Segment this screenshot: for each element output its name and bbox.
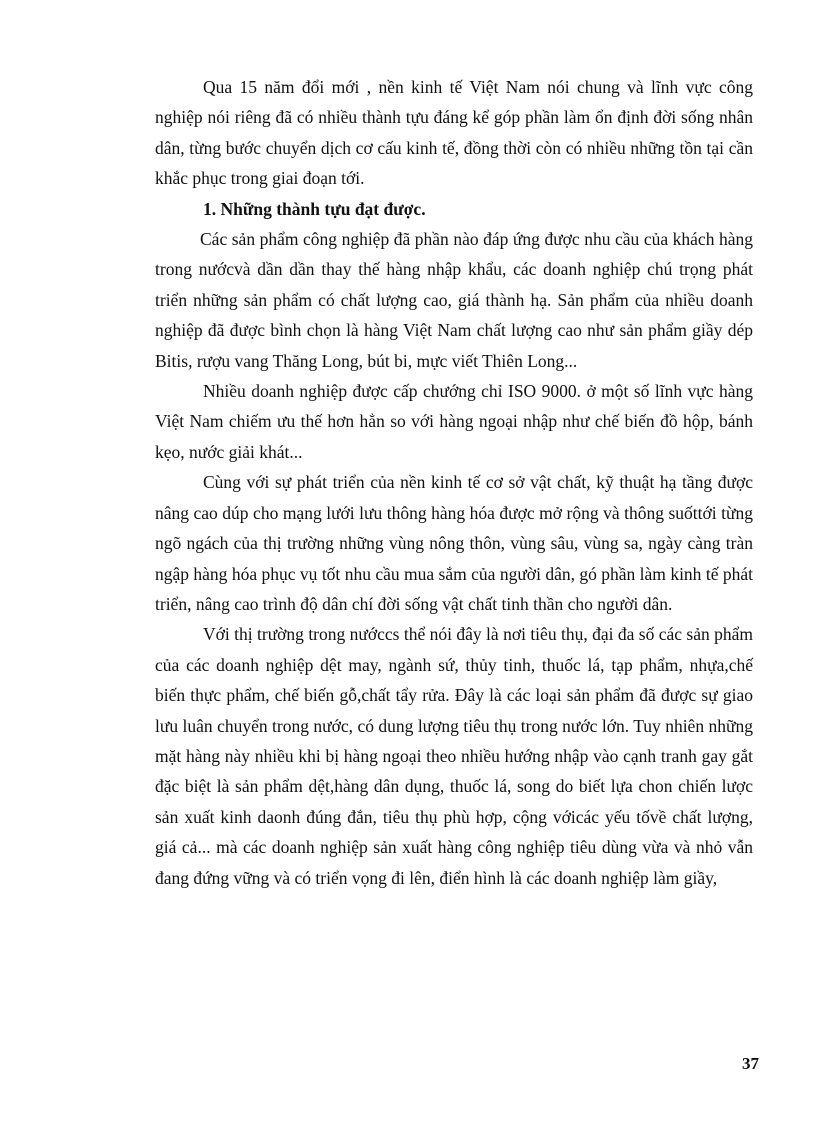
- body-paragraph: Các sản phẩm công nghiệp đã phần nào đáp ứng được nhu cầu của khách hàng trong nướcvà dần dần thay thế hàng nhập khẩu, các doanh nghiệp chú trọng phát triển những sản phẩm có chất lượng cao, giá thành hạ. Sản phẩm của nhiều doanh nghiệp đã được bình chọn là hàng Việt Nam chất lượng cao như sản phẩm giầy dép Bitis, rượu vang Thăng Long, bút bi, mực viết Thiên Long...: [155, 229, 753, 371]
- intro-paragraph: Qua 15 năm đổi mới , nền kinh tế Việt Nam nói chung và lĩnh vực công nghiệp nói riêng đã có nhiều thành tựu đáng kể góp phần làm ổn định đời sống nhân dân, từng bước chuyển dịch cơ cấu kinh tế, đồng thời còn có nhiều những tồn tại cần khắc phục trong giai đoạn tới.: [155, 77, 753, 189]
- document-page: [155, 72, 753, 893]
- body-paragraph: Với thị trường trong nướccs thể nói đây là nơi tiêu thụ, đại đa số các sản phẩm của các doanh nghiệp dệt may, ngành sứ, thủy tinh, thuốc lá, tạp phẩm, nhựa,chế biến thực phẩm, chế biến gỗ,chất tẩy rửa. Đây là các loại sản phẩm đã được sự giao lưu luân chuyển trong nước, có dung lượng tiêu thụ trong nước lớn. Tuy nhiên những mặt hàng này nhiều khi bị hàng ngoại theo nhiều hướng nhập vào cạnh tranh gay gắt đặc biệt là sản phẩm dệt,hàng dân dụng, thuốc lá, song do biết lựa chon chiến lược sản xuất kinh daonh đúng đắn, tiêu thụ phù hợp, cộng vớicác yếu tốvề chất lượng, giá cả... mà các doanh nghiệp sản xuất hàng công nghiệp tiêu dùng vừa và nhỏ vẫn đang đứng vững và có triển vọng đi lên, điển hình là các doanh nghiệp làm giầy,: [155, 624, 753, 888]
- body-paragraph: Cùng với sự phát triển của nền kinh tế cơ sở vật chất, kỹ thuật hạ tầng được nâng cao dúp cho mạng lưới lưu thông hàng hóa được mở rộng và thông suốttới từng ngõ ngách của thị trường những vùng nông thôn, vùng sâu, vùng sa, ngày càng tràn ngập hàng hóa phục vụ tốt nhu cầu mua sắm của người dân, gó phần làm kinh tế phát triển, nâng cao trình độ dân chí đời sống vật chất tinh thần cho người dân.: [155, 472, 753, 614]
- page-number: 37: [742, 1054, 759, 1073]
- body-paragraph: Nhiều doanh nghiệp được cấp chướng chỉ ISO 9000. ở một số lĩnh vực hàng Việt Nam chiếm ưu thế hơn hẳn so với hàng ngoại nhập như chế biến đồ hộp, bánh kẹo, nước giải khát...: [155, 381, 753, 462]
- section-heading: 1. Những thành tựu đạt được.: [203, 198, 426, 219]
